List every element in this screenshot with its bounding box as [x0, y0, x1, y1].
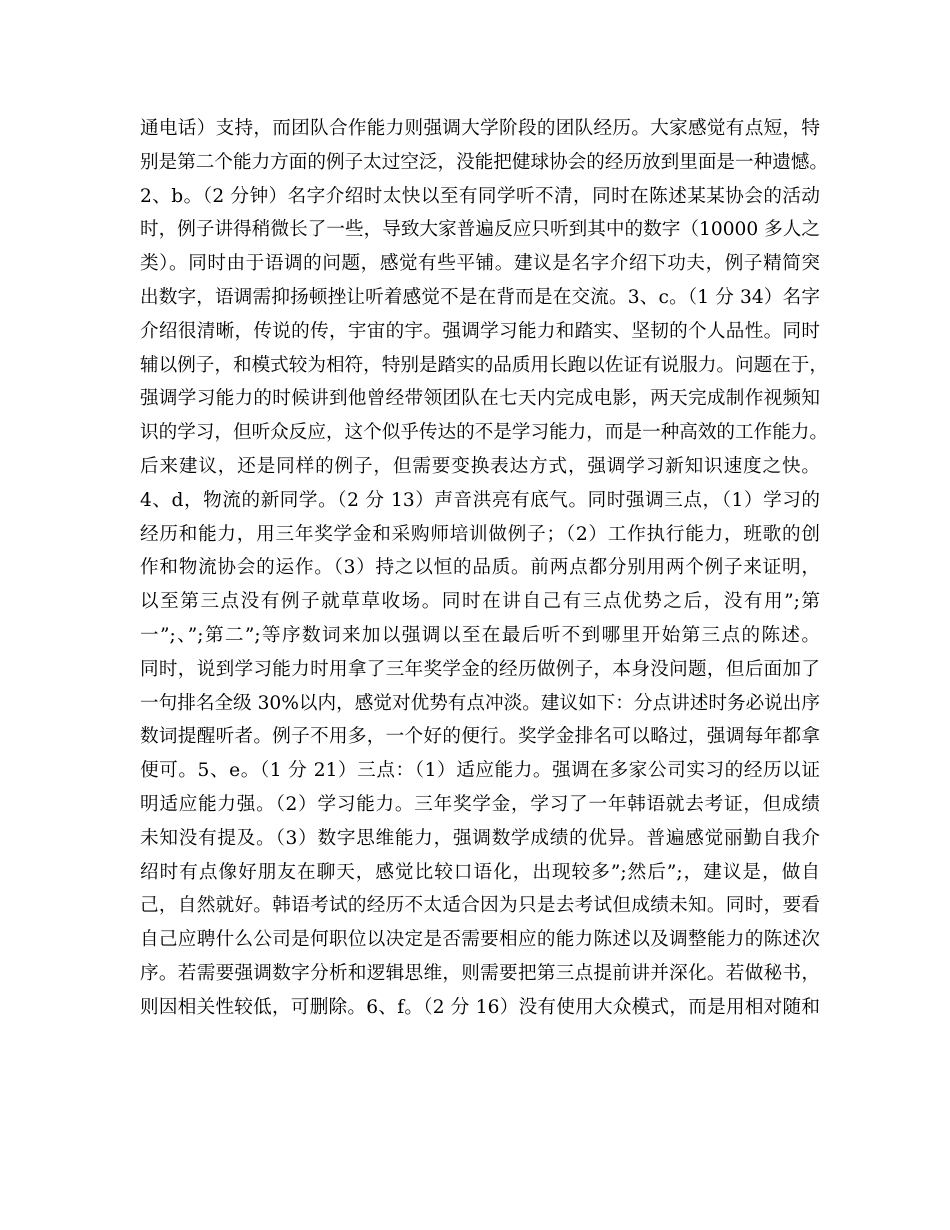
text-line: 明适应能力强。（2）学习能力。三年奖学金，学习了一年韩语就去考证，但成绩	[140, 793, 820, 815]
text-line: 未知没有提及。（3）数字思维能力，强调数学成绩的优异。普遍感觉丽勤自我介	[140, 827, 820, 849]
text-line: 自己应聘什么公司是何职位以决定是否需要相应的能力陈述以及调整能力的陈述次	[140, 929, 820, 951]
text-line: 绍时有点像好朋友在聊天，感觉比较口语化，出现较多”;然后”;，建议是，做自	[140, 861, 820, 883]
text-line: 后来建议，还是同样的例子，但需要变换表达方式，强调学习新知识速度之快。	[140, 455, 820, 477]
text-line: 序。若需要强调数字分析和逻辑思维，则需要把第三点提前讲并深化。若做秘书，	[140, 962, 820, 984]
text-line: 通电话）支持，而团队合作能力则强调大学阶段的团队经历。大家感觉有点短，特	[140, 118, 820, 139]
text-line: 经历和能力，用三年奖学金和采购师培训做例子；（2）工作执行能力，班歌的创	[140, 523, 820, 545]
text-line: 辅以例子，和模式较为相符，特别是踏实的品质用长跑以佐证有说服力。问题在于，	[140, 354, 828, 376]
text-line: 别是第二个能力方面的例子太过空泛，没能把健球协会的经历放到里面是一种遗憾。	[140, 151, 828, 173]
text-line: 介绍很清晰，传说的传，宇宙的宇。强调学习能力和踏实、坚韧的个人品性。同时	[140, 320, 820, 342]
text-line: 时，例子讲得稍微长了一些，导致大家普遍反应只听到其中的数字（10000 多人之	[140, 219, 820, 241]
text-line: 4、d，物流的新同学。（2 分 13）声音洪亮有底气。同时强调三点，（1）学习的	[140, 489, 820, 511]
text-line: 强调学习能力的时候讲到他曾经带领团队在七天内完成电影，两天完成制作视频知	[140, 388, 820, 410]
text-line: 以至第三点没有例子就草草收场。同时在讲自己有三点优势之后，没有用”;第	[140, 591, 820, 613]
text-line: 出数字，语调需抑扬顿挫让听着感觉不是在背而是在交流。3、c。（1 分 34）名字	[140, 286, 820, 308]
text-line: 便可。5、e。（1 分 21）三点：（1）适应能力。强调在多家公司实习的经历以证	[140, 760, 820, 782]
text-line: 数词提醒听者。例子不用多，一个好的便行。奖学金排名可以略过，强调每年都拿	[140, 726, 820, 748]
text-line: 己，自然就好。韩语考试的经历不太适合因为只是去考试但成绩未知。同时，要看	[140, 895, 820, 917]
text-line: 一句排名全级 30%以内，感觉对优势有点冲淡。建议如下：分点讲述时务必说出序	[140, 692, 820, 714]
body-paragraph	[140, 112, 828, 1025]
text-line: 作和物流协会的运作。（3）持之以恒的品质。前两点都分别用两个例子来证明，	[140, 557, 820, 579]
text-line: 则因相关性较低，可删除。6、f。（2 分 16）没有使用大众模式，而是用相对随和	[140, 996, 820, 1018]
text-line: 一”;、”;第二”;等序数词来加以强调以至在最后听不到哪里开始第三点的陈述。	[140, 624, 820, 646]
text-line: 识的学习，但听众反应，这个似乎传达的不是学习能力，而是一种高效的工作能力。	[140, 422, 828, 444]
text-line: 2、b。（2 分钟）名字介绍时太快以至有同学听不清，同时在陈述某某协会的活动	[140, 185, 820, 207]
text-line: 类）。同时由于语调的问题，感觉有些平铺。建议是名字介绍下功夫，例子精简突	[140, 253, 820, 275]
text-line: 同时，说到学习能力时用拿了三年奖学金的经历做例子，本身没问题，但后面加了	[140, 658, 820, 680]
